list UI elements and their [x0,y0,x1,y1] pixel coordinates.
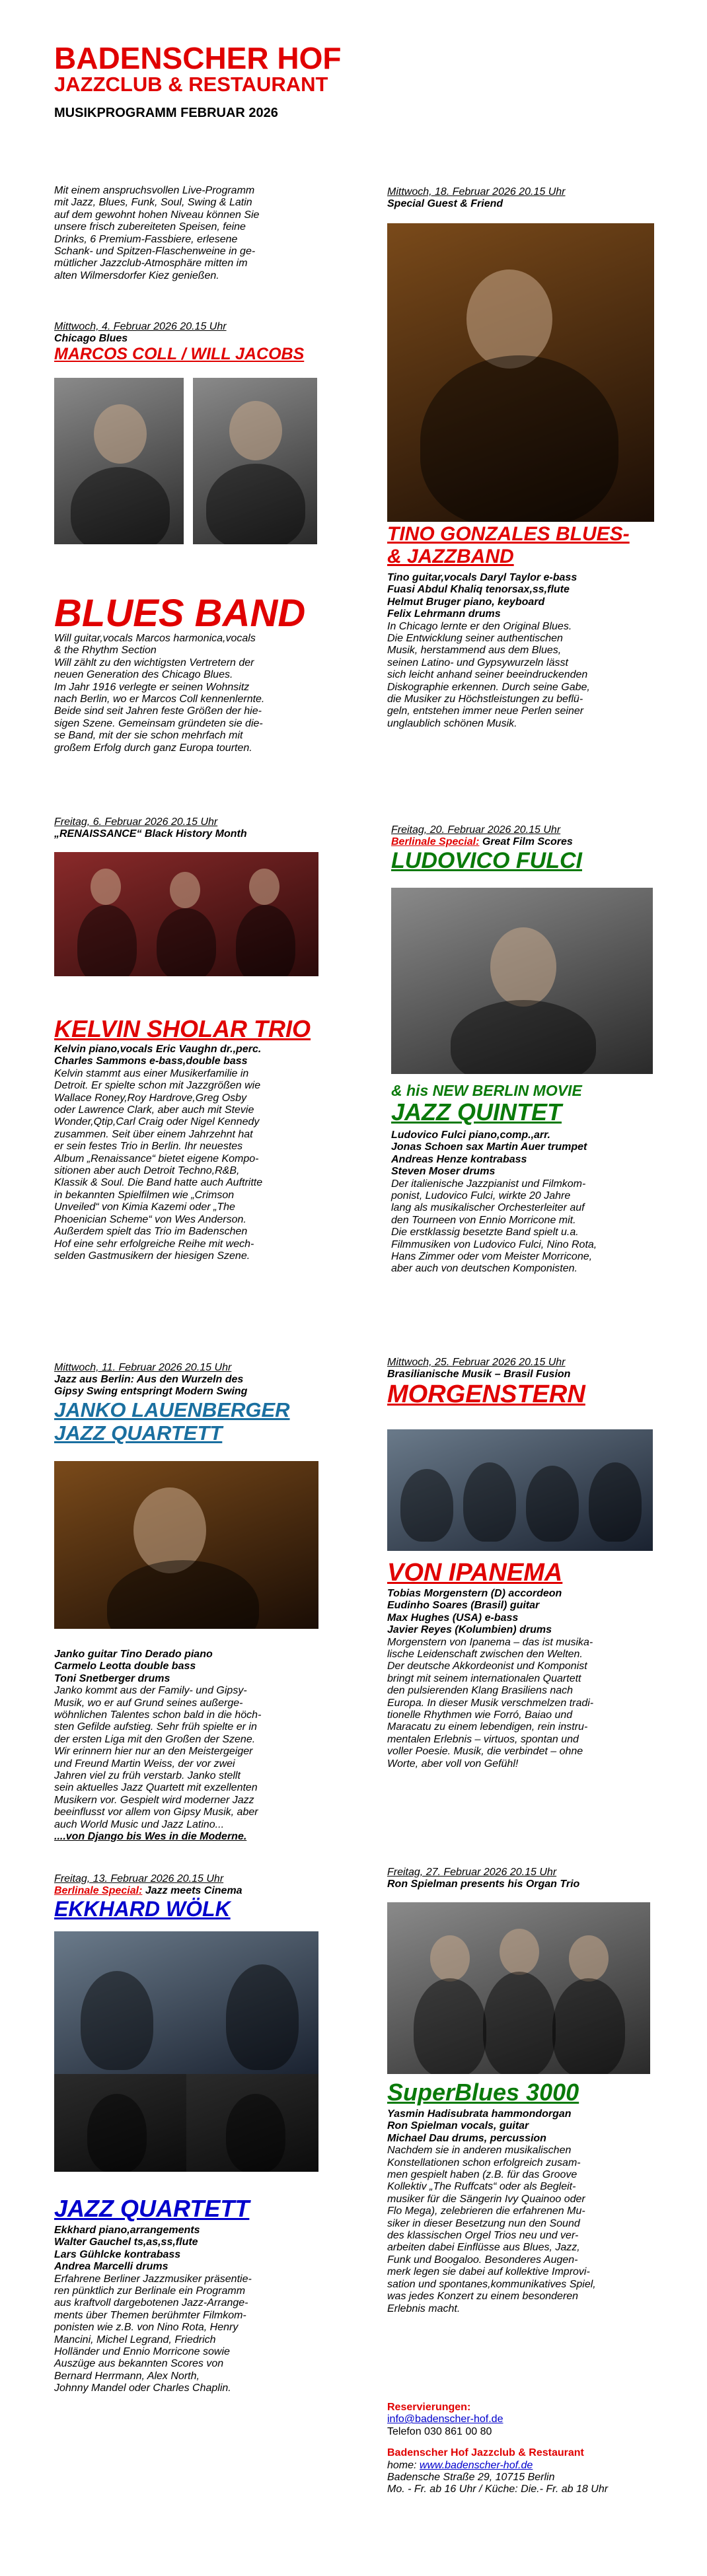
page-subtitle: JAZZCLUB & RESTAURANT [54,73,328,96]
address: Badensche Straße 29, 10715 Berlin [387,2472,555,2484]
event-feb6-header [54,816,345,840]
event-date: Freitag, 27. Februar 2026 20.15 Uhr [387,1867,557,1878]
photo-marcos-coll [54,378,184,544]
photo-ekkhard-woelk-3 [186,2074,318,2172]
event-feb18-band: TINO GONZALES BLUES- & JAZZBAND [387,523,630,567]
contact-heading: Reservierungen: [387,2402,471,2413]
event-feb18-header: Mittwoch, 18. Februar 2026 20.15 Uhr Special Guest & Friend [387,186,678,210]
event-date: Mittwoch, 25. Februar 2026 20.15 Uhr [387,1357,566,1368]
opening-hours: Mo. - Fr. ab 16 Uhr / Küche: Die.- Fr. ab 18 Uhr [387,2484,609,2495]
club-name: Badenscher Hof Jazzclub & Restaurant [387,2447,584,2459]
event-feb13-header: Freitag, 13. Februar 2026 20.15 Uhr Berlinale Special: Jazz meets Cinema EKKHARD WÖLK [54,1873,345,1921]
event-feb25-band: VON IPANEMA [387,1559,563,1587]
event-feb4-band: BLUES BAND [54,592,306,635]
photo-will-jacobs [193,378,317,544]
program-heading: MUSIKPROGRAMM FEBRUAR 2026 [54,106,278,120]
event-feb4-details: Will guitar,vocals Marcos harmonica,vocals & the Rhythm Section Will zählt zu den wichtigsten Vertretern der neuen Generation des Chicago Blues. Im Jahr 1916 verlegte er seinen Wohnsitz nach Berlin, wo er Marcos Coll kennenlernte. Beide sind seit Jahren feste Größen der hie- sigen Szene. Gemeinsam gründeten sie die- se Band, mit der sie schon mehrfach mit großem Erfolg durch ganz Europa tourten. [54,633,265,754]
event-feb11-header: Mittwoch, 11. Februar 2026 20.15 Uhr Jazz aus Berlin: Aus den Wurzeln des Gipsy Swing entspringt Modern Swing JANKO LAUENBERGER JAZZ QUARTETT [54,1362,345,1445]
event-date: Mittwoch, 11. Februar 2026 20.15 Uhr [54,1362,232,1373]
photo-morgenstern-von-ipanema [387,1429,653,1551]
event-feb20-band: & his NEW BERLIN MOVIE JAZZ QUINTET [391,1082,582,1126]
event-feb18-details: Tino guitar,vocals Daryl Taylor e-bass Fuasi Abdul Khaliq tenorsax,ss,flute Helmut Bruger piano, keyboard Felix Lehrmann drums In Chicago lernte er den Original Blues. Die Entwicklung seiner authentischen Musik, herstammend aus dem Blues, seinen Latino- und Gypsywurzeln lässt sich leicht anhand seiner beeindruckenden Diskographie erkennen. Durch seine Gabe, die Musiker zu Höchstleistungen zu beflü- geln, entstehen immer neue Perlen seiner unglaublich schönen Musik. [387,572,590,729]
event-date: Mittwoch, 18. Februar 2026 20.15 Uhr [387,186,566,197]
photo-ekkhard-woelk-2 [54,2074,186,2172]
event-feb6-details: Kelvin piano,vocals Eric Vaughn dr.,perc. Charles Sammons e-bass,double bass Kelvin stammt aus einer Musikerfamilie in Detroit. Er spielte schon mit Jazzgrößen wie Wallace Roney,Roy Hardrove,Greg Osby oder Lawrence Clark, aber auch mit Stevie Wonder,Qtip,Carl Craig oder Nigel Kennedy zusammen. Seit über einem Jahrzehnt hat er sein festes Trio in Berlin. Ihr neuestes Album „Renaissance“ bietet eigene Kompo- sitionen aber auch Detroit Techno,R&B, Klassik & Soul. Die Band hatte auch Auftritte in bekannten Spielfilmen wie „Crimson Unveiled“ von Kimia Kazemi oder „The Phoenician Scheme“ von Wes Anderson. Außerdem spielt das Trio im Badenschen Hof eine sehr erfolgreiche Reihe mit wech- selden Gastmusikern der hiesigen Szene. [54,1044,263,1262]
event-feb27-band: SuperBlues 3000 [387,2079,579,2106]
event-date: Freitag, 20. Februar 2026 20.15 Uhr [391,824,561,836]
page-title: BADENSCHER HOF [54,41,342,75]
event-feb4-header [54,321,345,363]
event-date: Mittwoch, 4. Februar 2026 20.15 Uhr [54,321,227,332]
photo-kelvin-sholar-trio [54,852,318,976]
event-feb6-band: KELVIN SHOLAR TRIO [54,1015,311,1042]
contact-block: Reservierungen: info@badenscher-hof.de Telefon 030 861 00 80 Badenscher Hof Jazzclub & Restaurant home: www.badenscher-hof.de Badensche Straße 29, 10715 Berlin Mo. - Fr. ab 16 Uhr / Küche: Die.- Fr. ab 18 Uhr [387,2402,691,2496]
event-feb25-header: Mittwoch, 25. Februar 2026 20.15 Uhr Brasilianische Musik – Brasil Fusion MORGENSTERN [387,1357,678,1408]
event-genre: „RENAISSANCE“ Black History Month [54,828,247,840]
website-link[interactable]: www.badenscher-hof.de [419,2459,533,2471]
event-genre: Chicago Blues [54,333,128,344]
event-feb27-header: Freitag, 27. Februar 2026 20.15 Uhr Ron Spielman presents his Organ Trio [387,1867,678,1890]
photo-ludovico-fulci [391,888,653,1074]
event-feb25-details: Tobias Morgenstern (D) accordeon Eudinho Soares (Brasil) guitar Max Hughes (USA) e-bass Javier Reyes (Kolumbien) drums Morgenstern von Ipanema – das ist musika- lische Leidenschaft zwischen den Welten. Der deutsche Akkordeonist und Komponist bringt mit seinem internationalen Quartett den pulsierenden Klang Brasiliens nach Europa. In dieser Musik verschmelzen tradi- tionelle Rhythmen wie Forró, Baiao und Maracatu zu einem lebendigen, rein instru- mentalen Erlebnis – virtuos, spontan und voller Poesie. Musik, die verbindet – ohne Worte, aber voll von Gefühl! [387,1588,594,1770]
event-date: Freitag, 13. Februar 2026 20.15 Uhr [54,1873,224,1884]
phone: Telefon 030 861 00 80 [387,2425,492,2437]
event-feb13-details: Ekkhard piano,arrangements Walter Gauchel ts,as,ss,flute Lars Gühlcke kontrabass Andrea Marcelli drums Erfahrene Berliner Jazzmusiker präsentie- ren pünktlich zur Berlinale ein Programm aus kraftvoll dargebotenen Jazz-Arrange- ments über Themen berühmter Filmkom- ponisten wie z.B. von Nino Rota, Henry Mancini, Michel Legrand, Friedrich Holländer und Ennio Morricone sowie Auszüge aus bekannten Scores von Bernard Herrmann, Alex North, Johnny Mandel oder Charles Chaplin. [54,2225,252,2394]
email-link[interactable]: info@badenscher-hof.de [387,2414,503,2425]
event-feb27-details: Yasmin Hadisubrata hammondorgan Ron Spielman vocals, guitar Michael Dau drums, percussion Nachdem sie in anderen musikalischen Konstellationen schon erfolgreich zusam- men gespielt haben (z.B. für das Groove Kollektiv „The Ruffcats“ oder als Begleit- musiker für die Sängerin Ivy Quainoo oder Flo Mega), zelebrieren die erfahrenen Mu- siker in dieser Besetzung nun den Sound des klassischen Orgel Trios neu und ver- arbeiten dabei Einflüsse aus Blues, Jazz, Funk und Boogaloo. Besonderes Augen- merk legen sie dabei auf kollektive Improvi- sation und spontanes,kommunikatives Spiel, was jedes Konzert zu einem besonderen Erlebnis macht. [387,2108,596,2314]
photo-superblues-3000 [387,1902,650,2074]
photo-janko-lauenberger [54,1461,318,1629]
photo-ekkhard-woelk-1 [54,1931,318,2074]
event-feb13-band: JAZZ QUARTETT [54,2195,250,2222]
event-date: Freitag, 6. Februar 2026 20.15 Uhr [54,816,218,828]
event-feb20-header: Freitag, 20. Februar 2026 20.15 Uhr Berlinale Special: Great Film Scores LUDOVICO FULCI [391,824,682,873]
event-feb20-details: Ludovico Fulci piano,comp.,arr. Jonas Schoen sax Martin Auer trumpet Andreas Henze kontrabass Steven Moser drums Der italienische Jazzpianist und Filmkom- ponist, Ludovico Fulci, wirkte 20 Jahre lang als musikalischer Orchesterleiter auf den Tourneen von Ennio Morricone mit. Die erstklassig besetzte Band spielt u.a. Filmmusiken von Ludovico Fulci, Nino Rota, Hans Zimmer oder vom Meister Morricone, aber auch von deutschen Komponisten. [391,1129,597,1275]
photo-tino-gonzales [387,223,654,522]
intro-text: Mit einem anspruchsvollen Live-Programm mit Jazz, Blues, Funk, Soul, Swing & Latin auf dem gewohnt hohen Niveau können Sie unsere frisch zubereiteten Speisen, feine Drinks, 6 Premium-Fassbiere, erlesene Schank- und Spitzen-Flaschenweine in ge- mütlicher Jazzclub-Atmosphäre mitten im alten Wilmersdorfer Kiez genießen. [54,185,260,281]
event-artists: MARCOS COLL / WILL JACOBS [54,345,305,364]
event-feb11-details: Janko guitar Tino Derado piano Carmelo Leotta double bass Toni Snetberger drums Janko kommt aus der Family- und Gipsy- Musik, wo er auf Grund seines außerge- wöhnlichen Talentes schon bald in die höch- sten Gefilde aufstieg. Sehr früh spielte er in der ersten Liga mit den Großen der Szene. Wir erinnern hier nur an den Meistergeiger und Freund Martin Weiss, der vor zwei Jahren viel zu früh verstarb. Janko stellt sein aktuelles Jazz Quartett mit exzellenten Musikern vor. Gespielt wird moderner Jazz beeinflusst vor allem von Gipsy Musik, aber auch World Music und Jazz Latino... ....von Django bis Wes in die Moderne. [54,1649,262,1843]
